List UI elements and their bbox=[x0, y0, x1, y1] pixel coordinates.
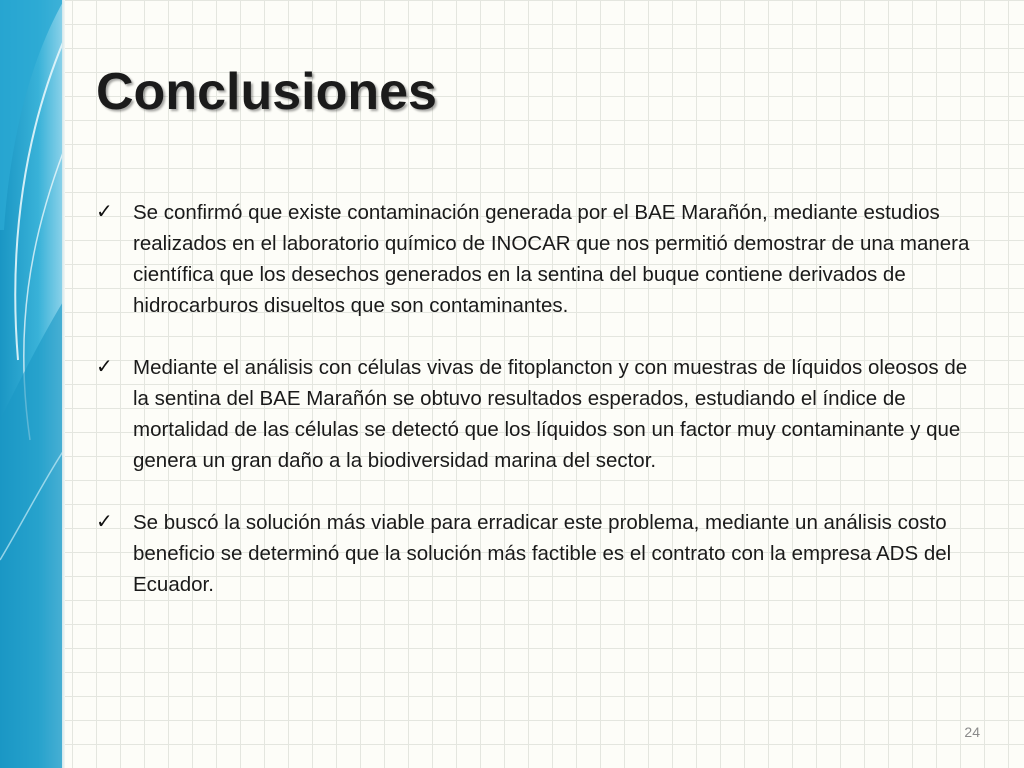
bullet-text: Se confirmó que existe contaminación generada por el BAE Marañón, mediante estudios realizados en el laboratorio químico de INOCAR que nos permitió demostrar de una manera científica que los desechos generados en la sentina del buque contiene derivados de hidrocarburos disueltos que son contaminantes. bbox=[133, 201, 970, 317]
bullet-list bbox=[96, 197, 986, 631]
wave-decoration-icon bbox=[0, 0, 64, 768]
checkmark-icon: ✓ bbox=[96, 511, 113, 533]
bullet-item bbox=[96, 507, 986, 600]
checkmark-icon: ✓ bbox=[96, 356, 113, 378]
bullet-item bbox=[96, 197, 986, 321]
checkmark-icon: ✓ bbox=[96, 201, 113, 223]
slide-title: Conclusiones bbox=[96, 63, 437, 121]
bullet-text: Se buscó la solución más viable para erradicar este problema, mediante un análisis costo beneficio se determinó que la solución más factible es el contrato con la empresa ADS del Ecuador. bbox=[133, 511, 952, 596]
decorative-side-band bbox=[0, 0, 64, 768]
bullet-text: Mediante el análisis con células vivas de fitoplancton y con muestras de líquidos oleosos de la sentina del BAE Marañón se obtuvo resultados esperados, estudiando el índice de mortalidad de las células se detectó que los líquidos son un factor muy contaminante y que genera un gran daño a la biodiversidad marina del sector. bbox=[133, 356, 968, 472]
page-number: 24 bbox=[964, 724, 980, 740]
bullet-item bbox=[96, 352, 986, 476]
side-band-edge bbox=[62, 0, 65, 768]
